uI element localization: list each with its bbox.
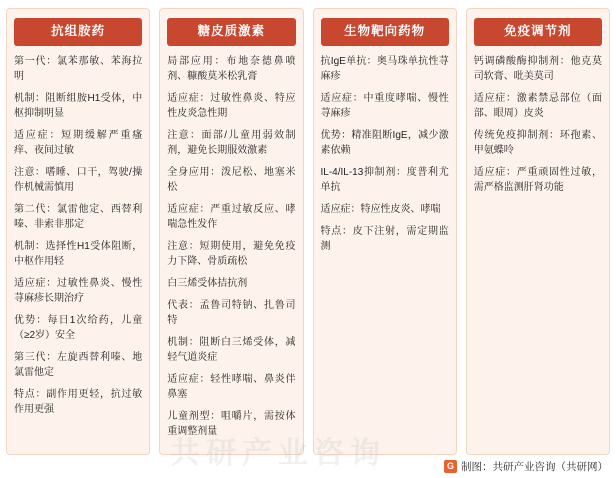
list-item: 机制：选择性H1受体阻断，中枢作用轻	[14, 240, 143, 267]
credit-block	[444, 459, 608, 474]
list-item: 第二代：氯雷他定、西替利嗪、非索非那定	[14, 203, 143, 230]
list-item: 代表：孟鲁司特钠、扎鲁司特	[167, 299, 296, 326]
column-biologics	[313, 8, 457, 455]
list-item: 抗IgE单抗：奥马珠单抗性荨麻疹	[320, 55, 449, 82]
list-item: 机制：阻断白三烯受体，减轻气道炎症	[167, 336, 296, 363]
list-item: 适应症：特应性皮炎、哮喘	[320, 203, 441, 215]
column-title: 抗组胺药	[14, 18, 142, 46]
list-item: 注意：面部/儿童用弱效制剂，避免长期服效激素	[167, 129, 296, 156]
list-item: IL-4/IL-13抑制剂：度普利尤单抗	[320, 166, 449, 193]
list-item: 适应症：激素禁忌部位（面部、眼周）皮炎	[473, 92, 602, 119]
list-item: 传统免疫抑制剂：环孢素、甲氨蝶呤	[473, 129, 602, 156]
list-item: 第一代：氯苯那敏、苯海拉明	[14, 55, 143, 82]
brand-logo-icon: G	[444, 460, 457, 473]
column-title: 糖皮质激素	[167, 18, 295, 46]
list-item: 适应症：严重过敏反应、哮喘急性发作	[167, 203, 296, 230]
column-immunomodulators	[466, 8, 610, 455]
list-item: 适应症：短期缓解严重瘙痒、夜间过敏	[14, 129, 143, 156]
column-body	[14, 54, 142, 417]
list-item: 优势：精准阻断IgE，减少激素依赖	[320, 129, 449, 156]
list-item: 白三烯受体拮抗剂	[167, 277, 248, 289]
column-title: 免疫调节剂	[474, 18, 602, 46]
column-corticosteroids	[159, 8, 303, 455]
list-item: 优势：每日1次给药，儿童（≥2岁）安全	[14, 314, 143, 341]
list-item: 适应症：严重顽固性过敏，需严格监测肝肾功能	[473, 166, 602, 193]
column-title: 生物靶向药物	[321, 18, 449, 46]
credit-text: 制图：共研产业咨询（共研网）	[461, 461, 608, 473]
column-body	[474, 54, 602, 195]
column-antihistamines	[6, 8, 150, 455]
list-item: 钙调磷酸酶抑制剂：他克莫司软膏、吡美莫司	[473, 55, 602, 82]
footer	[0, 455, 616, 478]
list-item: 适应症：过敏性鼻炎、特应性皮炎急性期	[167, 92, 296, 119]
list-item: 全身应用：泼尼松、地塞米松	[167, 166, 296, 193]
list-item: 注意：短期使用，避免免疫力下降、骨质疏松	[167, 240, 296, 267]
list-item: 特点：副作用更轻，抗过敏作用更强	[14, 388, 143, 415]
list-item: 适应症：中重度哮喘、慢性荨麻疹	[320, 92, 449, 119]
list-item: 适应症：轻性哮喘、鼻炎伴鼻塞	[167, 373, 296, 400]
list-item: 适应症：过敏性鼻炎、慢性荨麻疹长期治疗	[14, 277, 143, 304]
list-item: 儿童剂型：咀嚼片，需按体重调整剂量	[167, 410, 296, 437]
column-body	[167, 54, 295, 439]
list-item: 第三代：左旋西替利嗪、地氯雷他定	[14, 351, 143, 378]
list-item: 局部应用：布地奈德鼻喷剂、糠酸莫米松乳膏	[167, 55, 296, 82]
list-item: 机制：阻断组胺H1受体，中枢抑制明显	[14, 92, 143, 119]
list-item: 注意：嗜睡、口干，驾驶/操作机械需慎用	[14, 166, 143, 193]
column-body	[321, 54, 449, 254]
list-item: 特点：皮下注射，需定期监测	[320, 225, 449, 252]
